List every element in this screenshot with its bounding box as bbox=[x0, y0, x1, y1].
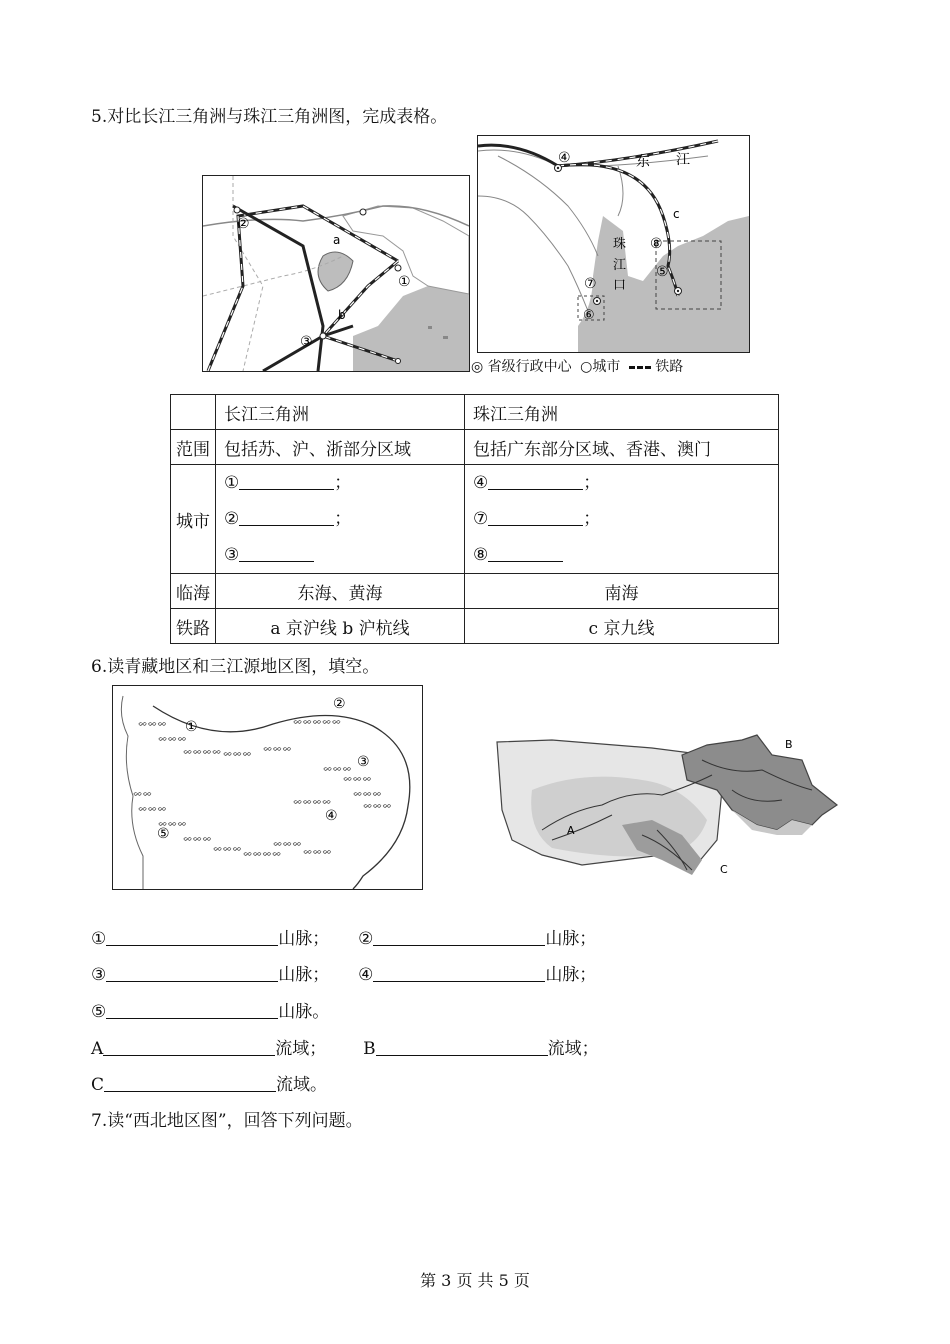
row-label-sea: 临海 bbox=[171, 574, 216, 609]
mountain-suffix-4: 山脉； bbox=[545, 965, 597, 985]
railway-icon bbox=[629, 366, 651, 369]
mountain-num-1: ① bbox=[91, 929, 107, 949]
yangtze-label-1: ① bbox=[398, 274, 411, 290]
tibet-label-4: ④ bbox=[325, 808, 338, 824]
mountain-blank-5[interactable] bbox=[106, 1002, 278, 1019]
sea-yangtze: 东海、黄海 bbox=[216, 574, 465, 609]
svg-text:ᨖᨖᨖ: ᨖᨖᨖ bbox=[273, 839, 303, 849]
rivers-map-svg bbox=[492, 730, 842, 890]
yangtze-label-b: b bbox=[338, 308, 346, 322]
svg-text:ᨖᨖᨖᨖ: ᨖᨖᨖᨖ bbox=[293, 797, 332, 807]
svg-text:ᨖᨖᨖ: ᨖᨖᨖ bbox=[223, 749, 253, 759]
q5-title: 5.对比长江三角洲与珠江三角洲图，完成表格。 bbox=[91, 107, 448, 127]
svg-text:ᨖᨖᨖ: ᨖᨖᨖ bbox=[138, 719, 168, 729]
svg-text:ᨖᨖᨖ: ᨖᨖᨖ bbox=[138, 804, 168, 814]
svg-text:ᨖᨖᨖ: ᨖᨖᨖ bbox=[343, 774, 373, 784]
rail-pearl: c 京九线 bbox=[465, 609, 779, 644]
table-header-empty bbox=[171, 395, 216, 430]
qinghai-tibet-map bbox=[112, 685, 423, 890]
basin-blank-c[interactable] bbox=[104, 1075, 276, 1092]
svg-text:ᨖᨖᨖ: ᨖᨖᨖ bbox=[303, 847, 333, 857]
mountain-blank-1[interactable] bbox=[106, 929, 278, 946]
q6-title: 6.读青藏地区和三江源地区图，填空。 bbox=[91, 657, 380, 677]
basin-suffix-b: 流域； bbox=[547, 1039, 599, 1059]
svg-text:ᨖᨖᨖ: ᨖᨖᨖ bbox=[363, 801, 393, 811]
svg-text:ᨖᨖᨖᨖ: ᨖᨖᨖᨖ bbox=[183, 747, 222, 757]
blank-line-c bbox=[91, 1070, 327, 1095]
table-header-pearl: 珠江三角洲 bbox=[465, 395, 779, 430]
city-blank-7[interactable] bbox=[488, 509, 583, 526]
range-yangtze: 包括苏、沪、浙部分区域 bbox=[216, 430, 465, 465]
sea-pearl: 南海 bbox=[465, 574, 779, 609]
blank-line-1-2 bbox=[91, 924, 596, 949]
svg-text:ᨖᨖᨖ: ᨖᨖᨖ bbox=[158, 734, 188, 744]
yangtze-label-a: a bbox=[333, 233, 341, 247]
city-num-2: ② bbox=[224, 509, 240, 529]
mountain-suffix-1: 山脉； bbox=[278, 929, 330, 949]
mountain-suffix-3: 山脉； bbox=[278, 965, 330, 985]
tibet-map-svg bbox=[113, 686, 422, 889]
mountain-num-3: ③ bbox=[91, 965, 107, 985]
pearl-label-c: c bbox=[673, 207, 680, 221]
pearl-label-7: ⑦ bbox=[584, 276, 597, 292]
city-blank-1[interactable] bbox=[239, 473, 334, 490]
basin-blank-a[interactable] bbox=[103, 1039, 275, 1056]
pearl-map-svg bbox=[478, 136, 749, 352]
tibet-label-2: ② bbox=[333, 696, 346, 712]
table-row-sea bbox=[171, 574, 779, 609]
pearl-label-zhu: 珠 bbox=[613, 237, 627, 252]
range-pearl: 包括广东部分区域、香港、澳门 bbox=[465, 430, 779, 465]
yangtze-label-2: ② bbox=[237, 216, 250, 232]
basin-letter-c: C bbox=[91, 1075, 105, 1095]
svg-text:ᨖᨖᨖᨖᨖ: ᨖᨖᨖᨖᨖ bbox=[293, 717, 342, 727]
yangtze-label-3: ③ bbox=[300, 334, 313, 350]
blank-line-a-b bbox=[91, 1034, 599, 1059]
legend-capital: 省级行政中心 bbox=[487, 359, 572, 375]
basin-blank-b[interactable] bbox=[376, 1039, 548, 1056]
pearl-label-8: ⑧ bbox=[650, 236, 663, 252]
tibet-label-1: ① bbox=[185, 719, 198, 735]
rivers-label-b: B bbox=[785, 738, 793, 751]
comparison-table bbox=[170, 394, 779, 644]
legend-railway: 铁路 bbox=[655, 359, 684, 375]
q7-title: 7.读“西北地区图”，回答下列问题。 bbox=[91, 1111, 363, 1131]
yangtze-delta-map bbox=[202, 175, 470, 372]
svg-text:ᨖᨖ: ᨖᨖ bbox=[133, 789, 153, 799]
mountain-blank-2[interactable] bbox=[373, 929, 545, 946]
mountain-blank-4[interactable] bbox=[373, 965, 545, 982]
mountain-blank-3[interactable] bbox=[106, 965, 278, 982]
city-blank-3[interactable] bbox=[239, 545, 314, 562]
table-row-range bbox=[171, 430, 779, 465]
rivers-label-a: A bbox=[567, 824, 575, 837]
city-icon: ○ bbox=[580, 359, 593, 375]
tibet-label-3: ③ bbox=[357, 754, 370, 770]
table-header-yangtze: 长江三角洲 bbox=[216, 395, 465, 430]
city-num-4: ④ bbox=[473, 473, 489, 493]
city-num-8: ⑧ bbox=[473, 545, 489, 565]
page-footer: 第 3 页 共 5 页 bbox=[420, 1271, 530, 1290]
svg-text:ᨖᨖᨖ: ᨖᨖᨖ bbox=[263, 744, 293, 754]
svg-text:ᨖᨖᨖ: ᨖᨖᨖ bbox=[183, 834, 213, 844]
pearl-label-dong: 东 bbox=[636, 154, 650, 170]
city-blank-8[interactable] bbox=[488, 545, 563, 562]
yangtze-map-svg bbox=[203, 176, 469, 371]
city-sep: ； bbox=[583, 509, 601, 529]
blank-line-3-4 bbox=[91, 960, 596, 985]
city-blank-4[interactable] bbox=[488, 473, 583, 490]
row-label-cities: 城市 bbox=[171, 465, 216, 574]
pearl-delta-map bbox=[477, 135, 750, 353]
city-blank-2[interactable] bbox=[239, 509, 334, 526]
mountain-num-4: ④ bbox=[358, 965, 374, 985]
city-sep: ； bbox=[334, 473, 352, 493]
capital-icon: ◎ bbox=[471, 359, 484, 375]
mountain-suffix-5: 山脉。 bbox=[278, 1002, 330, 1022]
pearl-label-6: ⑥ bbox=[583, 308, 595, 323]
row-label-range: 范围 bbox=[171, 430, 216, 465]
basin-suffix-a: 流域； bbox=[275, 1039, 327, 1059]
basin-letter-a: A bbox=[91, 1039, 104, 1059]
mountain-num-2: ② bbox=[358, 929, 374, 949]
table-header-row bbox=[171, 395, 779, 430]
three-rivers-map bbox=[492, 730, 842, 890]
row-label-rail: 铁路 bbox=[171, 609, 216, 644]
pearl-label-4: ④ bbox=[558, 150, 571, 166]
pearl-label-5: ⑤ bbox=[656, 264, 669, 280]
city-num-7: ⑦ bbox=[473, 509, 489, 529]
rail-yangtze: a 京沪线 b 沪杭线 bbox=[216, 609, 465, 644]
pearl-label-jiang2: 江 bbox=[613, 258, 627, 273]
cities-pearl bbox=[465, 465, 779, 574]
city-sep: ； bbox=[334, 509, 352, 529]
blank-line-5 bbox=[91, 997, 329, 1022]
rivers-label-c: C bbox=[720, 863, 728, 876]
svg-text:ᨖᨖᨖᨖ: ᨖᨖᨖᨖ bbox=[243, 849, 282, 859]
basin-letter-b: B bbox=[363, 1039, 376, 1059]
pearl-label-kou: 口 bbox=[613, 278, 627, 293]
table-row-rail bbox=[171, 609, 779, 644]
pearl-label-jiang: 江 bbox=[676, 152, 690, 168]
city-num-3: ③ bbox=[224, 545, 240, 565]
legend-city: 城市 bbox=[592, 359, 621, 375]
svg-text:ᨖᨖᨖ: ᨖᨖᨖ bbox=[323, 764, 353, 774]
svg-text:ᨖᨖᨖ: ᨖᨖᨖ bbox=[353, 789, 383, 799]
basin-suffix-c: 流域。 bbox=[276, 1075, 328, 1095]
mountain-suffix-2: 山脉； bbox=[545, 929, 597, 949]
svg-text:ᨖᨖᨖ: ᨖᨖᨖ bbox=[213, 844, 243, 854]
city-sep: ； bbox=[583, 473, 601, 493]
cities-yangtze bbox=[216, 465, 465, 574]
mountain-num-5: ⑤ bbox=[91, 1002, 107, 1022]
table-row-cities bbox=[171, 465, 779, 574]
tibet-label-5: ⑤ bbox=[157, 826, 170, 842]
city-num-1: ① bbox=[224, 473, 240, 493]
map-legend bbox=[471, 356, 683, 376]
svg-text:ᨖᨖᨖ: ᨖᨖᨖ bbox=[158, 819, 188, 829]
